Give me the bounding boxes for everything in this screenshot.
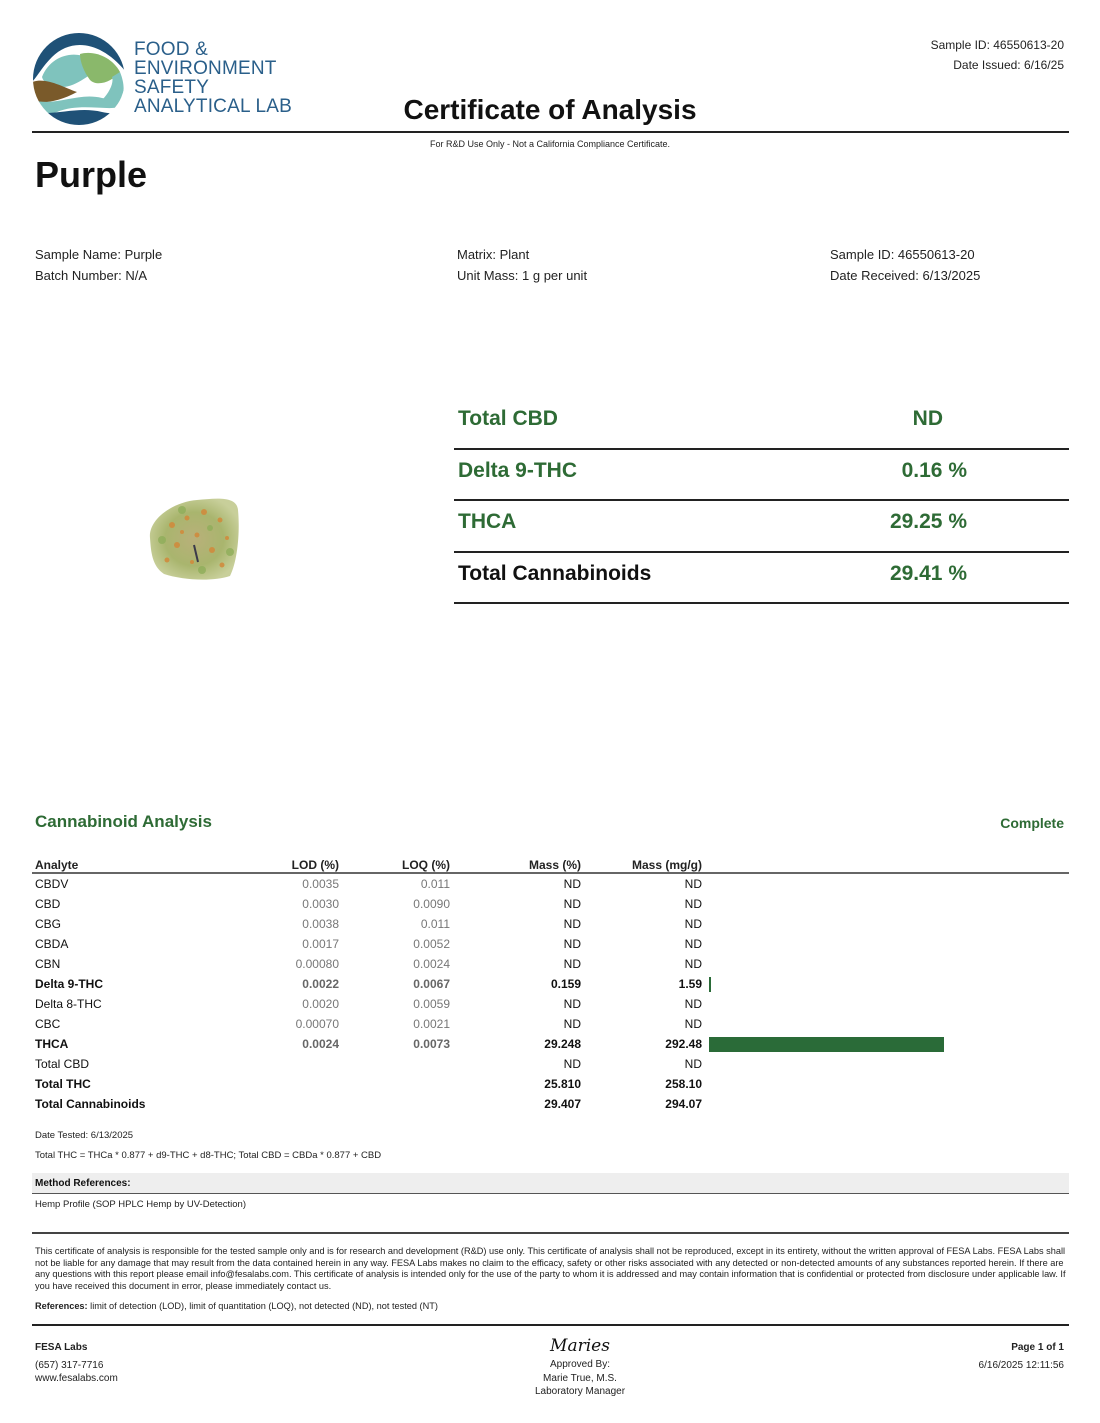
lab-name-line: ANALYTICAL LAB: [134, 96, 293, 117]
loq-value: 0.0090: [413, 897, 450, 911]
generated-timestamp: 6/16/2025 12:11:56: [978, 1359, 1064, 1371]
status-badge: Complete: [1000, 815, 1064, 831]
table-row: [32, 974, 1069, 994]
lab-name-line: SAFETY: [134, 77, 210, 98]
footer-contact: [35, 1341, 118, 1386]
table-row: [32, 1094, 1069, 1114]
mass-pct-value: ND: [563, 1057, 581, 1071]
phone-number: (657) 317-7716: [35, 1359, 104, 1371]
lod-value: 0.0020: [302, 997, 339, 1011]
signature: Maries: [550, 1336, 610, 1356]
mass-mg-value: ND: [684, 957, 702, 971]
mass-pct-value: ND: [563, 997, 581, 1011]
summary-value: ND: [912, 407, 943, 430]
mass-pct-value: ND: [563, 937, 581, 951]
sample-id: Sample ID: 46550613-20: [830, 247, 975, 262]
summary-value: 29.25 %: [889, 510, 967, 533]
mass-pct-value: 0.159: [550, 977, 581, 991]
references-text: limit of detection (LOD), limit of quantitation (LOQ), not detected (ND), not tested (NT): [87, 1301, 438, 1311]
potency-summary: [454, 398, 1069, 604]
mass-mg-value: ND: [684, 997, 702, 1011]
sample-info-col-1: [35, 244, 162, 286]
summary-label: Total CBD: [458, 407, 558, 430]
mass-pct-value: ND: [563, 877, 581, 891]
mass-pct-value: ND: [563, 1017, 581, 1031]
summary-value: 0.16 %: [901, 458, 967, 482]
analyte-name: CBG: [35, 917, 62, 931]
mass-pct-value: 29.407: [544, 1097, 581, 1111]
lod-value: 0.0017: [302, 937, 339, 951]
legal-disclaimer: This certificate of analysis is responsible for the tested sample only and is for research and development (R&D) use only. This certificate of analysis shall not be reproduced, except in its entirety, without the written approval of FESA Labs. FESA Labs shall not be liable for any damage that may result from the data contained herein in any way. FESA Labs makes no claim to the efficacy, safety or other risks associated with any detected or non-detected amounts of any substances reported herein. If there are any questions with this report please email info@fesalabs.com. This certificate of analysis is intended only for the use of the party to whom it is addressed and may contain information that is confidential or protected from disclosure under applicable law. If you have received this document in error, please immediately contact us.: [35, 1246, 1066, 1291]
analyte-name: Total Cannabinoids: [35, 1097, 146, 1111]
header-sample-id: Sample ID: 46550613-20: [930, 38, 1064, 52]
column-header-mass-mg: Mass (mg/g): [631, 858, 702, 872]
analyte-name: Total CBD: [35, 1057, 90, 1071]
table-row: [32, 1034, 1069, 1054]
footer-page-info: [979, 1341, 1064, 1372]
date-received: Date Received: 6/13/2025: [830, 268, 981, 283]
column-header-loq: LOQ (%): [402, 858, 450, 872]
abbreviation-references: [35, 1301, 438, 1311]
table-row: [32, 994, 1069, 1014]
matrix: Matrix: Plant: [457, 247, 530, 262]
table-row: [32, 1074, 1069, 1094]
mass-pct-value: ND: [563, 957, 581, 971]
approver-name: Marie True, M.S.: [543, 1372, 617, 1384]
company-name: FESA Labs: [35, 1342, 88, 1353]
mass-pct-value: 29.248: [544, 1037, 581, 1051]
rd-disclaimer: For R&D Use Only - Not a California Compliance Certificate.: [429, 139, 671, 149]
concentration-bar: [709, 977, 711, 992]
loq-value: 0.0067: [413, 977, 450, 991]
lod-value: 0.00070: [295, 1017, 339, 1031]
table-row: [32, 914, 1069, 934]
table-row: [32, 1014, 1069, 1034]
loq-value: 0.0073: [413, 1037, 450, 1051]
mass-mg-value: ND: [684, 897, 702, 911]
column-header-lod: LOD (%): [291, 858, 339, 872]
lod-value: 0.0038: [302, 917, 339, 931]
lod-value: 0.0035: [302, 877, 339, 891]
table-header: [32, 857, 1069, 874]
lod-value: 0.0024: [302, 1037, 339, 1051]
mass-mg-value: 258.10: [665, 1077, 702, 1091]
mass-mg-value: ND: [684, 877, 702, 891]
lab-name-line: FOOD &: [134, 39, 209, 60]
batch-number: Batch Number: N/A: [35, 268, 147, 283]
analyte-name: CBDA: [35, 937, 69, 951]
concentration-bar: [709, 1037, 944, 1052]
summary-row-total-cannabinoids: [454, 553, 1069, 605]
lod-value: 0.0030: [302, 897, 339, 911]
section-title: Cannabinoid Analysis: [35, 812, 212, 831]
summary-value: 29.41 %: [889, 561, 967, 585]
mass-mg-value: ND: [684, 937, 702, 951]
mass-pct-value: ND: [563, 917, 581, 931]
lod-value: 0.00080: [295, 957, 339, 971]
analyte-name: Delta 9-THC: [35, 977, 104, 991]
table-row: [32, 934, 1069, 954]
mass-mg-value: 292.48: [665, 1037, 702, 1051]
loq-value: 0.0059: [413, 997, 450, 1011]
table-row: [32, 1054, 1069, 1074]
analyte-name: Total THC: [35, 1077, 91, 1091]
sample-title: Purple: [35, 154, 148, 195]
references-label: References:: [35, 1301, 88, 1311]
method-reference: Hemp Profile (SOP HPLC Hemp by UV-Detection): [35, 1199, 247, 1210]
sample-info-col-2: [457, 244, 587, 286]
total-formula: Total THC = THCa * 0.877 + d9-THC + d8-THC; Total CBD = CBDa * 0.877 + CBD: [35, 1150, 382, 1161]
cannabinoid-table: [32, 857, 1069, 1114]
summary-row-total-cbd: [454, 398, 1069, 450]
summary-row-delta9-thc: [454, 450, 1069, 502]
header-meta: [931, 35, 1064, 75]
footer-approval: [480, 1336, 680, 1399]
analyte-name: Delta 8-THC: [35, 997, 102, 1011]
loq-value: 0.0052: [413, 937, 450, 951]
analyte-name: CBN: [35, 957, 61, 971]
mass-mg-value: 294.07: [665, 1097, 702, 1111]
analyte-name: CBD: [35, 897, 61, 911]
summary-label: Delta 9-THC: [458, 458, 578, 482]
mass-mg-value: 1.59: [678, 977, 702, 991]
header-date-issued: Date Issued: 6/16/25: [953, 58, 1064, 72]
summary-label: THCA: [458, 510, 517, 533]
approved-by-label: Approved By:: [549, 1359, 611, 1370]
column-header-analyte: Analyte: [35, 858, 79, 872]
lod-value: 0.0022: [302, 977, 339, 991]
page-number: Page 1 of 1: [1011, 1342, 1064, 1353]
loq-value: 0.011: [420, 877, 450, 891]
mass-mg-value: ND: [684, 917, 702, 931]
document-title: Certificate of Analysis: [403, 94, 697, 125]
unit-mass: Unit Mass: 1 g per unit: [457, 268, 588, 283]
lab-name-line: ENVIRONMENT: [134, 58, 277, 79]
loq-value: 0.011: [420, 917, 450, 931]
mass-mg-value: ND: [684, 1017, 702, 1031]
mass-mg-value: ND: [684, 1057, 702, 1071]
summary-row-thca: [454, 501, 1069, 553]
mass-pct-value: ND: [563, 897, 581, 911]
mass-pct-value: 25.810: [544, 1077, 581, 1091]
header-divider: [32, 131, 1069, 133]
date-tested: Date Tested: 6/13/2025: [35, 1130, 134, 1141]
sample-name: Sample Name: Purple: [35, 247, 163, 262]
approver-title: Laboratory Manager: [534, 1386, 626, 1397]
summary-label: Total Cannabinoids: [458, 561, 652, 585]
analyte-name: THCA: [35, 1037, 69, 1051]
loq-value: 0.0024: [413, 957, 450, 971]
table-row: [32, 954, 1069, 974]
column-header-mass-pct: Mass (%): [528, 858, 581, 872]
method-references-heading: Method References:: [35, 1178, 131, 1189]
table-row: [32, 894, 1069, 914]
analyte-name: CBC: [35, 1017, 61, 1031]
website-link[interactable]: www.fesalabs.com: [35, 1373, 118, 1384]
product-image: [142, 490, 246, 586]
footer-divider: [32, 1324, 1069, 1326]
method-references-header: [32, 1173, 1069, 1194]
loq-value: 0.0021: [413, 1017, 450, 1031]
table-row: [32, 874, 1069, 894]
divider: [32, 1232, 1069, 1234]
analyte-name: CBDV: [35, 877, 69, 891]
sample-info-col-3: [830, 244, 980, 286]
